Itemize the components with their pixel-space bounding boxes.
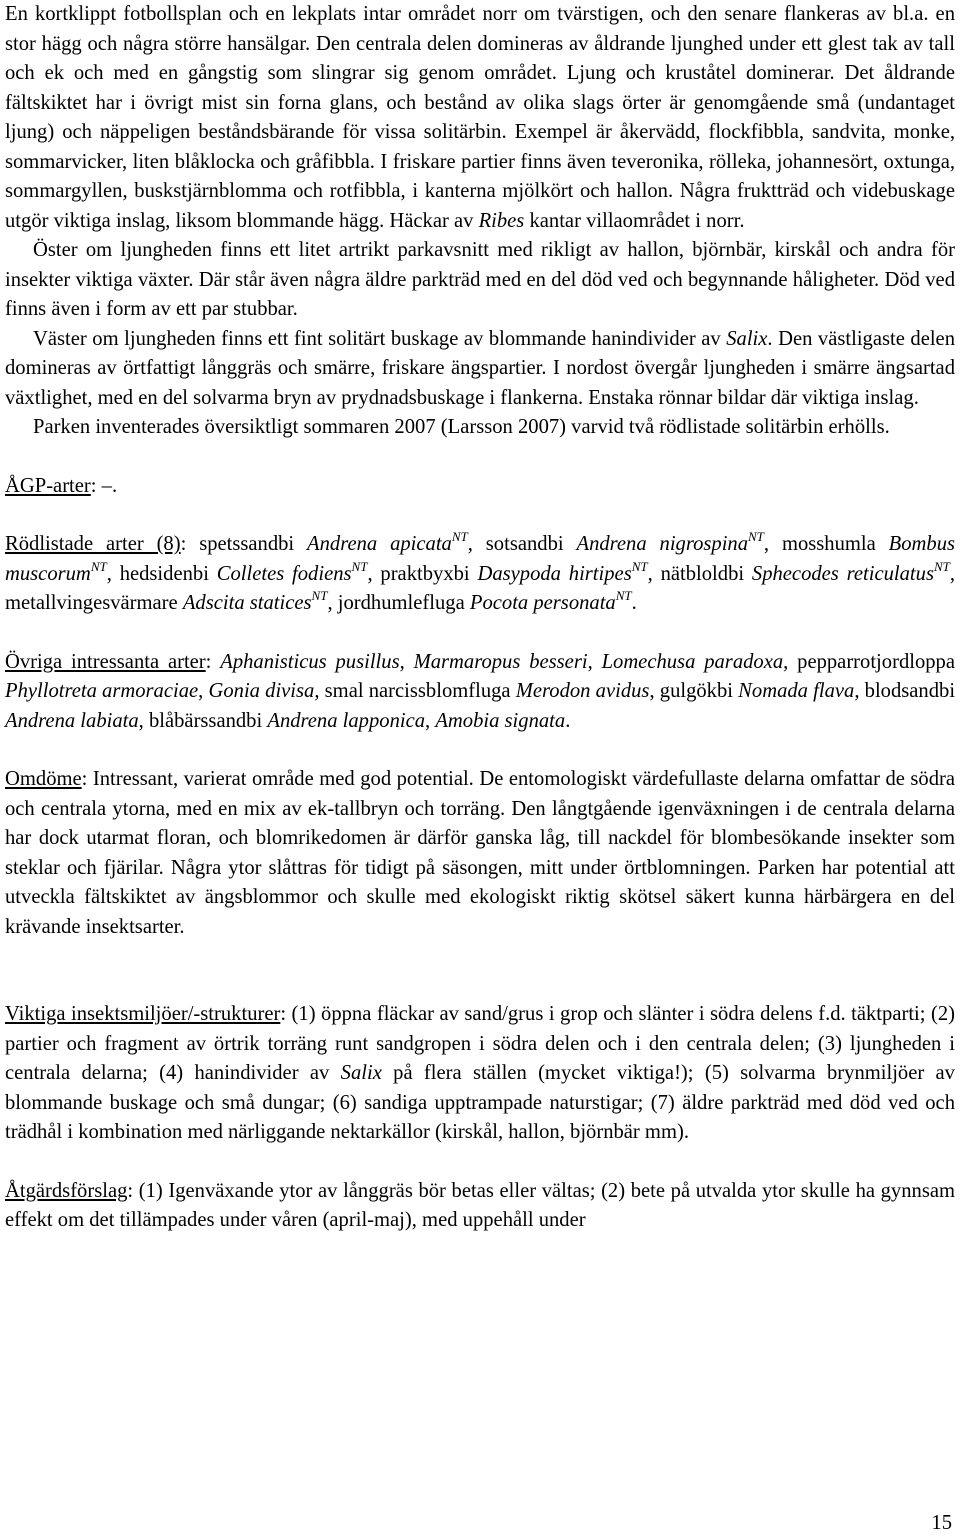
redlisted-species-paragraph: Rödlistade arter (8): spetssandbi Andrena apicata$^{NT}$, sotsandbi Andrena nigrospina$^{NT}$, mosshumla Bombus muscorum$^{NT}$, hedsidenbi Colletes fodiens$^{NT}$, praktbyxbi Dasypoda hirtipes$^{NT}$, nätbloldbi Sphecodes reticulatus$^{NT}$, metallvingesvärmare Adscita statices$^{NT}$, jordhumlefluga Pocota personata$^{NT}$. xyxy=(5,529,956,614)
species-common-name: praktbyxbi xyxy=(380,562,478,585)
species-item: Gonia divisa, xyxy=(208,680,325,702)
paragraph-park-section: Öster om ljungheden finns ett litet artrikt parkavsnitt med rikligt av hallon, björnbär, kirskål och andra för insekter viktiga växter. Där står även några äldre parkträd med en del död ved och begynnande håligheter. Död ved finns även i form av ett par stubbar. xyxy=(5,239,955,320)
other-species-label: Övriga intressanta arter xyxy=(5,650,206,673)
species-latin-name: Andrena labiata xyxy=(5,709,139,732)
species-latin-name: Sphecodes reticulatus xyxy=(751,562,934,585)
species-latin-name: Amobia signata xyxy=(435,709,566,732)
redlist-category: NT xyxy=(615,588,632,604)
species-item: mosshumla Bombus muscorum$^{NT}$, xyxy=(5,533,956,585)
species-item: Marmaropus besseri, xyxy=(413,650,602,673)
paragraph-inventory: Parken inventerades översiktligt sommaren 2007 (Larsson 2007) varvid två rödlistade solitärbin erhölls. xyxy=(33,416,890,438)
species-item: blodsandbi Andrena labiata, xyxy=(5,680,956,732)
redlist-category: NT xyxy=(631,558,648,574)
species-item: metallvingesvärmare Adscita statices$^{NT}$, xyxy=(5,588,338,614)
species-latin-name: Colletes fodiens xyxy=(216,562,352,585)
species-latin-name: Andrena lapponica xyxy=(267,709,426,732)
species-latin-name: Bombus muscorum xyxy=(5,533,956,585)
measures-paragraph: Åtgärdsförslag: (1) Igenväxande ytor av långgräs bör betas eller vältas; (2) bete på utvalda ytor skulle ha gynnsam effekt om det tillämpades under våren (april-maj), med uppehåll under xyxy=(5,1179,955,1231)
species-item: nätbloldbi Sphecodes reticulatus$^{NT}$, xyxy=(660,558,956,585)
redlist-category: NT xyxy=(351,558,368,574)
species-common-name: pepparrotjordloppa xyxy=(797,650,955,673)
species-item: pepparrotjordloppa Phyllotreta armoraciae, xyxy=(5,650,955,702)
paragraph-area-description: En kortklippt fotbollsplan och en lekplats intar området norr om tvärstigen, och den senare flankeras av bl.a. en stor hägg och några större hansälgar. Den centrala delen domineras av åldrande ljunghed under ett glest tak av tall och ek och med en gångstig som slingrar sig genom området. Ljung och kruståtel dominerar. Det åldrande fältskiktet har i övrigt mist sin forna glans, och bestånd av olika slags örter är genomgående små (undantaget ljung) och näppeligen beståndsbärande för vissa solitärbin. Exempel är åkervädd, flockfibbla, sandvita, monke, sommarvicker, liten blåklocka och gråfibbla. I friskare partier finns även teveronika, rölleka, johannesört, oxtunga, sommargyllen, buskstjärnblomma och rotfibbla, i kanterna mjölkört och hallon. Några fruktträd och videbuskage utgör viktiga inslag, liksom blommande hägg. Häckar av Ribes kantar villaområdet i norr. xyxy=(5,3,955,232)
page-number: 15 xyxy=(931,1512,952,1534)
species-item: Lomechusa paradoxa, xyxy=(601,650,798,673)
species-common-name: mosshumla xyxy=(781,533,889,555)
species-item: spetssandbi Andrena apicata$^{NT}$, xyxy=(199,529,486,555)
species-common-name: nätbloldbi xyxy=(660,562,752,585)
species-item: Aphanisticus pusillus, xyxy=(220,650,414,673)
assessment-label: Omdöme xyxy=(5,768,82,790)
redlisted-label: Rödlistade arter (8) xyxy=(5,533,181,555)
species-item: smal narcissblomfluga Merodon avidus, xyxy=(324,680,660,702)
redlist-category: NT xyxy=(90,558,107,574)
species-latin-name: Dasypoda hirtipes xyxy=(477,562,632,585)
species-common-name: blodsandbi xyxy=(864,680,956,702)
species-latin-name: Lomechusa paradoxa xyxy=(601,650,784,673)
document-page xyxy=(5,0,955,1236)
species-latin-name: Phyllotreta armoraciae xyxy=(5,680,199,702)
important-habitats-paragraph: Viktiga insektsmiljöer/-strukturer: (1) öppna fläckar av sand/grus i grop och slänter i södra delens f.d. täktparti; (2) partier och fragment av örtrik torräng runt sandgropen i södra delen och i den centrala delen; (3) ljungheden i centrala delarna; (4) hanindivider av Salix på flera ställen (mycket viktiga!); (5) solvarma brynmiljöer av blommande buskage och små dungar; (6) sandiga upptrampade naturstigar; (7) äldre parkträd med död ved och trädhål i kombination med närliggande nektarkällor (kirskål, hallon, björnbär mm). xyxy=(5,1003,955,1143)
species-common-name: hedsidenbi xyxy=(119,562,217,585)
species-item: praktbyxbi Dasypoda hirtipes$^{NT}$, xyxy=(380,558,661,585)
redlist-category: NT xyxy=(933,558,950,574)
species-item: blåbärssandbi Andrena lapponica, xyxy=(148,709,436,732)
species-latin-name: Marmaropus besseri xyxy=(413,650,588,673)
species-latin-name: Gonia divisa xyxy=(208,680,315,702)
species-item: gulgökbi Nomada flava, xyxy=(659,680,865,702)
species-latin-name: Adscita statices xyxy=(182,592,312,614)
important-habitats-label: Viktiga insektsmiljöer/-strukturer xyxy=(5,1003,281,1025)
species-latin-name: Andrena nigrospina xyxy=(576,533,749,555)
other-species-paragraph: Övriga intressanta arter: Aphanisticus pusillus, Marmaropus besseri, Lomechusa paradoxa, pepparrotjordloppa Phyllotreta armoraciae, Gonia divisa, smal narcissblomfluga Merodon avidus, gulgökbi Nomada flava, blodsandbi Andrena labiata, blåbärssandbi Andrena lapponica, Amobia signata. xyxy=(5,650,956,732)
species-common-name: sotsandbi xyxy=(485,533,577,555)
species-item: sotsandbi Andrena nigrospina$^{NT}$, xyxy=(485,529,782,555)
redlist-category: NT xyxy=(748,529,764,545)
species-latin-name: Aphanisticus pusillus xyxy=(220,650,400,673)
species-item: jordhumlefluga Pocota personata$^{NT}$. xyxy=(337,588,637,614)
species-item: hedsidenbi Colletes fodiens$^{NT}$, xyxy=(119,558,381,585)
species-latin-name: Andrena apicata xyxy=(307,533,452,555)
species-common-name: blåbärssandbi xyxy=(148,709,268,732)
species-common-name: jordhumlefluga xyxy=(337,592,470,614)
species-common-name: spetssandbi xyxy=(199,533,308,555)
redlist-category: NT xyxy=(451,529,468,545)
paragraph-west-section: Väster om ljungheden finns ett fint solitärt buskage av blommande hanindivider av Salix. Den västligaste delen domineras av örtfattigt långgräs och smärre, friskare ängspartier. I nordost övergår ljungheden i smärre ängsartad växtlighet, med en del solvarma bryn av prydnadsbuskage i flankerna. Enstaka rönnar bildar där viktiga inslag. xyxy=(5,327,955,409)
agp-label: ÅGP-arter xyxy=(5,474,91,497)
agp-species-line: ÅGP-arter: –. xyxy=(5,474,118,497)
species-common-name: smal narcissblomfluga xyxy=(324,680,516,702)
assessment-paragraph: Omdöme: Intressant, varierat område med god potential. De entomologiskt värdefullaste delarna omfattar de södra och centrala ytorna, med en mix av ek-tallbryn och torräng. Den långtgående igenväxningen i de centrala delarna har dock utarmat floran, och blomrikedomen är därför ganska låg, till nackdel för blombesökande insekter som steklar och fjärilar. Några ytor slåttras för tidigt på säsongen, mitt under örtblomningen. Parken har potential att utveckla fältskiktet av ängsblommor och skulle med ekologiskt riktig skötsel säkert kunna härbärgera en del krävande insektsarter. xyxy=(5,768,955,938)
measures-label: Åtgärdsförslag xyxy=(5,1179,128,1202)
species-common-name: gulgökbi xyxy=(659,680,739,702)
species-latin-name: Nomada flava xyxy=(738,680,855,702)
species-common-name: metallvingesvärmare xyxy=(5,592,183,614)
species-latin-name: Merodon avidus xyxy=(515,680,650,702)
redlist-category: NT xyxy=(311,588,328,604)
species-latin-name: Pocota personata xyxy=(469,592,616,614)
species-item: Amobia signata. xyxy=(435,709,571,732)
